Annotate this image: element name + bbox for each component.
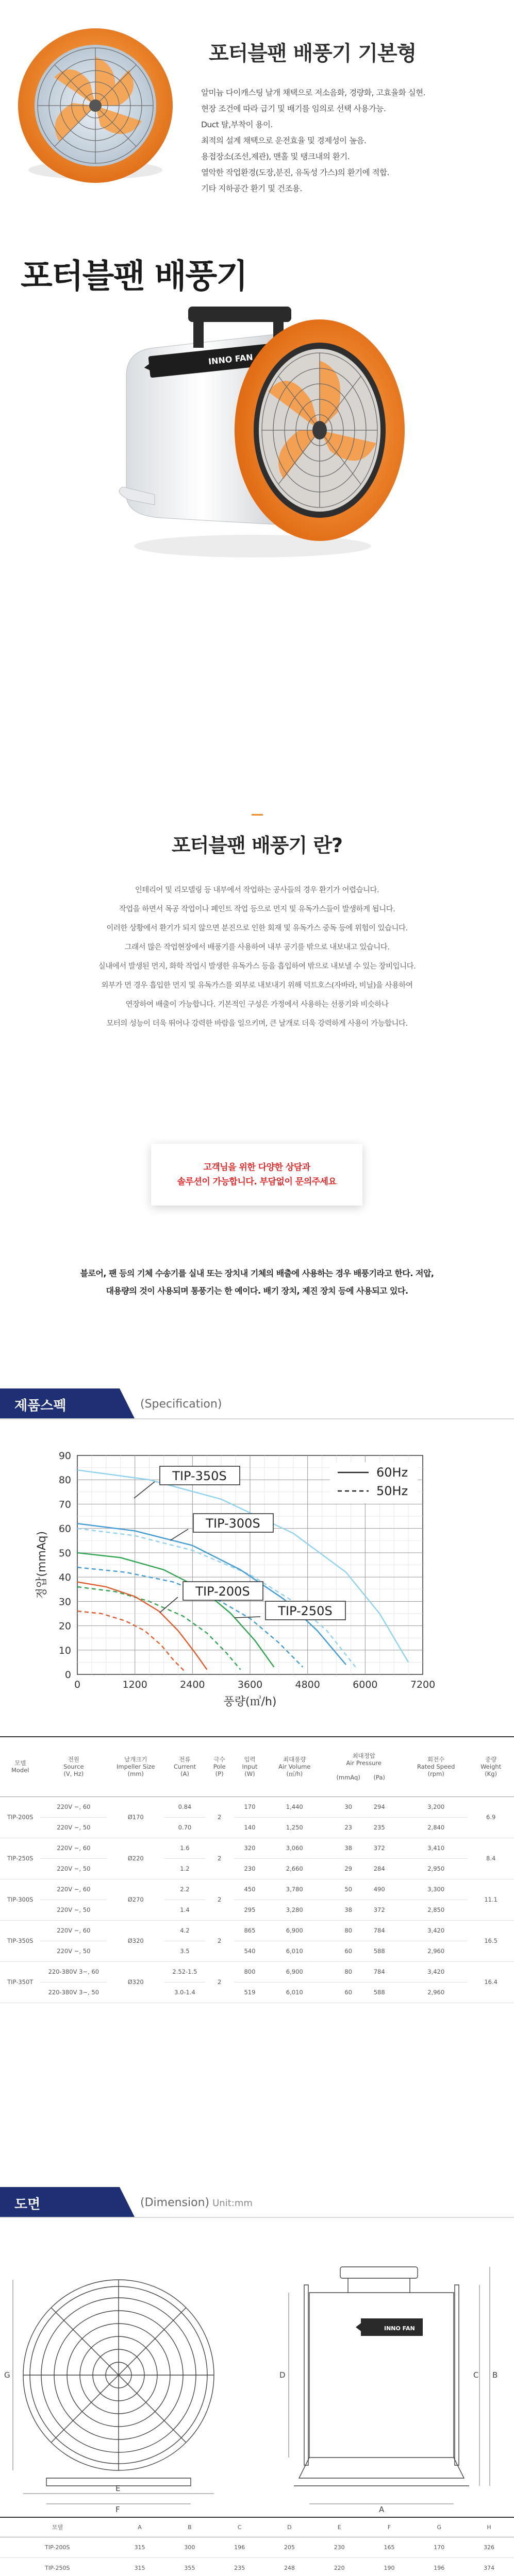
impeller-cell: Ø320: [107, 1920, 164, 1961]
dim-header-cell: C: [214, 2517, 264, 2537]
current-cell: 4.2: [164, 1920, 205, 1941]
input-cell: 140: [234, 1817, 266, 1838]
impeller-cell: Ø170: [107, 1797, 164, 1838]
model-cell: TIP-300S: [0, 1879, 40, 1920]
spec-table-header-row: [0, 1737, 514, 1797]
pressure-cell: 50 490: [323, 1879, 404, 1900]
x-tick-label: 2400: [180, 1679, 205, 1690]
input-cell: 450: [234, 1879, 266, 1900]
intro-paragraph: 인테리어 및 리모델링 등 내부에서 작업하는 공사들의 경우 환기가 어렵습니다.: [135, 886, 379, 894]
intro-paragraph: 모터의 성능이 더욱 뛰어나 강력한 바람을 일으키며, 큰 날개로 더욱 강력하게 사용이 가능합니다.: [106, 1020, 408, 1028]
intro-paragraph: 연장하여 배출이 가능합니다. 기본적인 구성은 가정에서 사용하는 선풍기와 비슷하나: [125, 1001, 389, 1009]
divider: [0, 2217, 514, 2218]
consult-line: 고객님을 위한 다양한 상담과: [203, 1162, 310, 1173]
drawing-label-f: F: [115, 2505, 120, 2514]
dim-cell: TIP-250S: [0, 2557, 115, 2576]
legend-label: 60Hz: [376, 1465, 408, 1480]
drawing-label-c: C: [473, 2370, 479, 2380]
feature-item: 최적의 설계 채택으로 운전효율 및 경제성이 높음.: [201, 136, 367, 145]
source-cell: 220V ~, 50: [40, 1900, 107, 1920]
source-cell: 220-380V 3~, 60: [40, 1961, 107, 1982]
feature-item: 기타 지하공간 환기 및 건조용.: [201, 184, 302, 193]
product-title: 포터블팬 배풍기: [21, 258, 247, 296]
current-cell: 1.4: [164, 1900, 205, 1920]
dim-cell: 220: [314, 2557, 364, 2576]
source-cell: 220V ~, 60: [40, 1879, 107, 1900]
spec-section-tab: [0, 1388, 120, 1419]
dim-header-cell: E: [314, 2517, 364, 2537]
intro-title: 포터블팬 배풍기 란?: [171, 834, 343, 857]
model-cell: TIP-350T: [0, 1961, 40, 2003]
current-cell: 0.84: [164, 1797, 205, 1817]
summary-line: 대용량의 것이 사용되며 통풍기는 한 예이다. 배기 장치, 제진 장치 등에 사용되고 있다.: [106, 1286, 408, 1296]
col-source: 전원 Source (V, Hz): [40, 1737, 107, 1797]
divider: [0, 1418, 514, 1419]
dim-cell: TIP-200S: [0, 2537, 115, 2557]
col-air-pressure: 최대정압 Air Pressure (mmAq) (Pa): [323, 1737, 404, 1797]
drawing-label-a: A: [379, 2505, 385, 2514]
intro-paragraph: 이러한 상황에서 환기가 되지 않으면 분진으로 인한 회재 및 유독가스 중독 등에 위험이 있습니다.: [106, 924, 408, 933]
feature-item: Duct 탈,부착이 용이.: [201, 120, 273, 129]
spec-table-row: [0, 1900, 514, 1920]
callout-label: TIP-300S: [206, 1516, 260, 1531]
y-axis-label: 정압(mmAq): [36, 1531, 48, 1599]
weight-cell: 6.9: [468, 1797, 514, 1838]
spec-table: [0, 1736, 514, 2003]
consult-line: 솔루션이 가능합니다. 부담없이 문의주세요: [177, 1177, 337, 1187]
intro-paragraph: 작업을 하면서 목공 작업이나 페인트 작업 등으로 먼지 및 유독가스들이 발생하게 됩니다.: [119, 905, 395, 913]
col-pole: 극수 Pole (P): [205, 1737, 234, 1797]
spec-tab-label: 제품스펙: [14, 1398, 67, 1414]
source-cell: 220V ~, 60: [40, 1920, 107, 1941]
col-air-volume: 최대풍량 Air Volume (㎥/h): [266, 1737, 323, 1797]
callout-label: TIP-200S: [195, 1584, 250, 1599]
hero-fan-image: [10, 21, 180, 191]
pressure-cell: 23 235: [323, 1817, 404, 1838]
spec-table-row: [0, 1941, 514, 1961]
dim-cell: 315: [115, 2537, 165, 2557]
dim-header-cell: H: [464, 2517, 514, 2537]
feature-item: 현장 조건에 따라 급기 및 배기를 임의로 선택 사용가능.: [201, 104, 386, 113]
hero-section: [0, 0, 514, 227]
rpm-cell: 3,410: [404, 1838, 468, 1858]
pressure-cell: 38 372: [323, 1900, 404, 1920]
spec-table-row: [0, 1858, 514, 1879]
y-tick-label: 70: [58, 1499, 71, 1511]
performance-chart: [0, 1437, 514, 1708]
pole-cell: 2: [205, 1838, 234, 1879]
rpm-cell: 3,420: [404, 1920, 468, 1941]
dim-cell: 196: [414, 2557, 464, 2576]
x-tick-label: 1200: [122, 1679, 147, 1690]
spec-table-row: [0, 1961, 514, 1982]
current-cell: 1.2: [164, 1858, 205, 1879]
feature-item: 알미늄 다이캐스팅 날개 채택으로 저소음화, 경량화, 고효율화 실현.: [201, 88, 426, 97]
legend-label: 50Hz: [376, 1484, 408, 1498]
summary-text: [0, 1265, 514, 1300]
model-cell: TIP-250S: [0, 1838, 40, 1879]
col-rpm: 회전수 Rated Speed (rpm): [404, 1737, 468, 1797]
pressure-cell: 60 588: [323, 1941, 404, 1961]
feature-item: 용접장소(조선,제관), 맨홀 및 탱크내의 환기.: [201, 152, 350, 161]
drawing-label-e: E: [115, 2484, 121, 2493]
source-cell: 220V ~, 60: [40, 1797, 107, 1817]
input-cell: 295: [234, 1900, 266, 1920]
air-volume-cell: 6,900: [266, 1961, 323, 1982]
input-cell: 230: [234, 1858, 266, 1879]
dim-unit: Unit:mm: [212, 2198, 253, 2209]
dim-cell: 374: [464, 2557, 514, 2576]
pressure-cell: 80 784: [323, 1961, 404, 1982]
dim-cell: 230: [314, 2537, 364, 2557]
dim-cell: 165: [364, 2537, 414, 2557]
spec-table-row: [0, 1879, 514, 1900]
weight-cell: 16.5: [468, 1920, 514, 1961]
col-current: 전류 Current (A): [164, 1737, 205, 1797]
model-cell: TIP-350S: [0, 1920, 40, 1961]
y-tick-label: 0: [64, 1669, 71, 1681]
y-tick-label: 90: [58, 1450, 71, 1462]
rpm-cell: 2,840: [404, 1817, 468, 1838]
brand-label: INNO FAN: [208, 352, 254, 367]
spec-table-row: [0, 1817, 514, 1838]
source-cell: 220V ~, 60: [40, 1838, 107, 1858]
spec-subtitle: (Specification): [140, 1398, 222, 1411]
rpm-cell: 3,200: [404, 1797, 468, 1817]
input-cell: 540: [234, 1941, 266, 1961]
spec-table-row: [0, 1797, 514, 1817]
dimension-drawing: [0, 2236, 514, 2514]
y-tick-label: 20: [58, 1620, 71, 1632]
dim-cell: 355: [164, 2557, 214, 2576]
col-impeller: 날개크기 Impeller Size (mm): [107, 1737, 164, 1797]
model-cell: TIP-200S: [0, 1797, 40, 1838]
x-tick-label: 0: [74, 1679, 81, 1690]
source-cell: 220-380V 3~, 50: [40, 1982, 107, 2003]
col-weight: 중량 Weight (Kg): [468, 1737, 514, 1797]
dim-cell: 190: [364, 2557, 414, 2576]
col-model: 모델 Model: [0, 1737, 40, 1797]
dim-cell: 235: [214, 2557, 264, 2576]
current-cell: 3.5: [164, 1941, 205, 1961]
y-tick-label: 40: [58, 1572, 71, 1584]
y-tick-label: 60: [58, 1523, 71, 1535]
y-tick-label: 10: [58, 1645, 71, 1656]
dim-header-cell: 모델: [0, 2517, 115, 2537]
weight-cell: 8.4: [468, 1838, 514, 1879]
input-cell: 865: [234, 1920, 266, 1941]
dim-tab-label: 도면: [14, 2197, 41, 2212]
pressure-cell: 30 294: [323, 1797, 404, 1817]
dim-cell: 196: [214, 2537, 264, 2557]
spec-table-row: [0, 1838, 514, 1858]
pressure-cell: 60 588: [323, 1982, 404, 2003]
dim-subtitle: (Dimension) Unit:mm: [140, 2196, 253, 2209]
dim-cell: 315: [115, 2557, 165, 2576]
air-volume-cell: 6,010: [266, 1982, 323, 2003]
dim-cell: 205: [264, 2537, 314, 2557]
accent-bar: [252, 814, 263, 816]
x-tick-label: 6000: [353, 1679, 378, 1690]
dim-header-cell: B: [164, 2517, 214, 2537]
input-cell: 170: [234, 1797, 266, 1817]
current-cell: 2.52-1.5: [164, 1961, 205, 1982]
rpm-cell: 2,850: [404, 1900, 468, 1920]
rpm-cell: 2,950: [404, 1858, 468, 1879]
current-cell: 0.70: [164, 1817, 205, 1838]
current-cell: 1.6: [164, 1838, 205, 1858]
callout-label: TIP-250S: [278, 1604, 333, 1618]
drawing-label-b: B: [492, 2370, 498, 2380]
dim-table-row: [0, 2557, 514, 2576]
dim-table-header-row: [0, 2517, 514, 2537]
rpm-cell: 2,960: [404, 1982, 468, 2003]
summary-line: 블로어, 팬 등의 기체 수송기를 실내 또는 장치내 기체의 배출에 사용하는 경우 배풍기라고 한다. 저압,: [80, 1268, 434, 1278]
air-volume-cell: 3,060: [266, 1838, 323, 1858]
impeller-cell: Ø220: [107, 1838, 164, 1879]
callout-label: TIP-350S: [172, 1469, 227, 1483]
y-tick-label: 50: [58, 1547, 71, 1559]
current-cell: 2.2: [164, 1879, 205, 1900]
air-volume-cell: 3,780: [266, 1879, 323, 1900]
pole-cell: 2: [205, 1961, 234, 2003]
pressure-cell: 29 284: [323, 1858, 404, 1879]
input-cell: 800: [234, 1961, 266, 1982]
input-cell: 519: [234, 1982, 266, 2003]
rpm-cell: 2,960: [404, 1941, 468, 1961]
dim-cell: 248: [264, 2557, 314, 2576]
x-tick-label: 7200: [410, 1679, 436, 1690]
product-photo: [77, 289, 438, 567]
x-tick-label: 3600: [237, 1679, 263, 1690]
source-cell: 220V ~, 50: [40, 1858, 107, 1879]
x-axis-label: 풍량(㎥/h): [223, 1696, 277, 1708]
spec-table-row: [0, 1920, 514, 1941]
dim-header-cell: D: [264, 2517, 314, 2537]
y-tick-label: 80: [58, 1475, 71, 1486]
drawing-label-d: D: [279, 2370, 286, 2380]
weight-cell: 11.1: [468, 1879, 514, 1920]
dim-table: [0, 2517, 514, 2576]
drawing-brand-label: INNO FAN: [384, 2325, 415, 2332]
hero-title: 포터블팬 배풍기 기본형: [209, 42, 417, 65]
dim-section-header: [0, 2187, 514, 2218]
impeller-cell: Ø320: [107, 1961, 164, 2003]
impeller-cell: Ø270: [107, 1879, 164, 1920]
dim-cell: 300: [164, 2537, 214, 2557]
spec-section-header: [0, 1388, 514, 1419]
pressure-cell: 80 784: [323, 1920, 404, 1941]
intro-body: [0, 881, 514, 1033]
pole-cell: 2: [205, 1920, 234, 1961]
drawing-label-g: G: [4, 2370, 10, 2380]
air-volume-cell: 2,660: [266, 1858, 323, 1879]
pole-cell: 2: [205, 1879, 234, 1920]
air-volume-cell: 6,900: [266, 1920, 323, 1941]
intro-paragraph: 그래서 많은 작업현장에서 배풍기를 사용하여 내부 공기를 밖으로 내보내고 있습니다.: [124, 943, 390, 952]
x-tick-label: 4800: [295, 1679, 320, 1690]
air-volume-cell: 1,440: [266, 1797, 323, 1817]
feature-item: 열악한 작업환경(도장,분진, 유독성 가스)의 환기에 적합.: [201, 168, 389, 177]
intro-paragraph: 실내에서 발생된 먼지, 화학 작업시 발생한 유독가스 등을 흡입하여 밖으로 내보낼 수 있는 장비입니다.: [98, 962, 416, 971]
air-volume-cell: 1,250: [266, 1817, 323, 1838]
col-input: 입력 Input (W): [234, 1737, 266, 1797]
pole-cell: 2: [205, 1797, 234, 1838]
input-cell: 320: [234, 1838, 266, 1858]
dim-table-row: [0, 2537, 514, 2557]
intro-paragraph: 외부가 먼 경우 흡입한 먼지 및 유독가스를 외부로 내보내기 위해 덕트호스(자바라, 비닐)을 사용하여: [101, 981, 413, 990]
y-tick-label: 30: [58, 1596, 71, 1608]
rpm-cell: 3,420: [404, 1961, 468, 1982]
source-cell: 220V ~, 50: [40, 1817, 107, 1838]
current-cell: 3.0-1.4: [164, 1982, 205, 2003]
weight-cell: 16.4: [468, 1961, 514, 2003]
dim-cell: 170: [414, 2537, 464, 2557]
dim-header-cell: F: [364, 2517, 414, 2537]
air-volume-cell: 6,010: [266, 1941, 323, 1961]
feature-list: [201, 85, 505, 197]
source-cell: 220V ~, 50: [40, 1941, 107, 1961]
rpm-cell: 3,300: [404, 1879, 468, 1900]
dim-header-cell: A: [115, 2517, 165, 2537]
dim-section-tab: [0, 2187, 120, 2218]
pressure-cell: 38 372: [323, 1838, 404, 1858]
air-volume-cell: 3,280: [266, 1900, 323, 1920]
consult-box: [151, 1144, 362, 1206]
spec-table-row: [0, 1982, 514, 2003]
dim-cell: 326: [464, 2537, 514, 2557]
dim-header-cell: G: [414, 2517, 464, 2537]
